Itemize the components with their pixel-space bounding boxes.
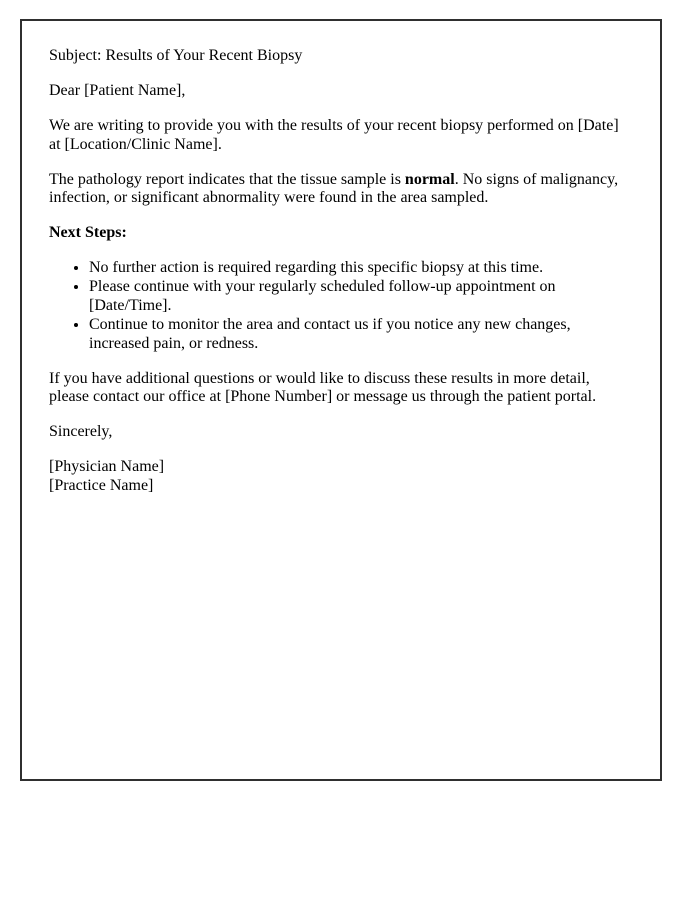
result-highlight: normal (404, 170, 455, 188)
next-steps-heading: Next Steps: (49, 224, 127, 242)
result-paragraph (49, 171, 633, 209)
list-item: • Please continue with your regularly scheduled follow-up appointment on [Date/Time]. (89, 278, 633, 316)
letter-page (20, 19, 662, 781)
list-item: • No further action is required regarding this specific biopsy at this time. (89, 259, 633, 278)
intro-paragraph: We are writing to provide you with the results of your recent biopsy performed on [Date] at [Location/Clinic Name]. (49, 116, 619, 153)
subject-line: Subject: Results of Your Recent Biopsy (49, 47, 303, 64)
result-text-before: The pathology report indicates that the tissue sample is (49, 170, 405, 188)
result-text-after: . No signs of malignancy, infection, or significant abnormality were found in the area sampled. (49, 170, 619, 207)
next-steps-list (49, 259, 633, 353)
list-item: • Continue to monitor the area and contact us if you notice any new changes, increased pain, or redness. (89, 316, 633, 354)
physician-name: [Physician Name] (49, 458, 165, 476)
signature-block (49, 458, 633, 496)
closing-paragraph: If you have additional questions or would like to discuss these results in more detail, please contact our office at [Phone Number] or message us through the patient portal. (49, 369, 597, 406)
signoff: Sincerely, (49, 423, 113, 441)
practice-name: [Practice Name] (49, 477, 154, 494)
greeting: Dear [Patient Name], (49, 81, 186, 99)
